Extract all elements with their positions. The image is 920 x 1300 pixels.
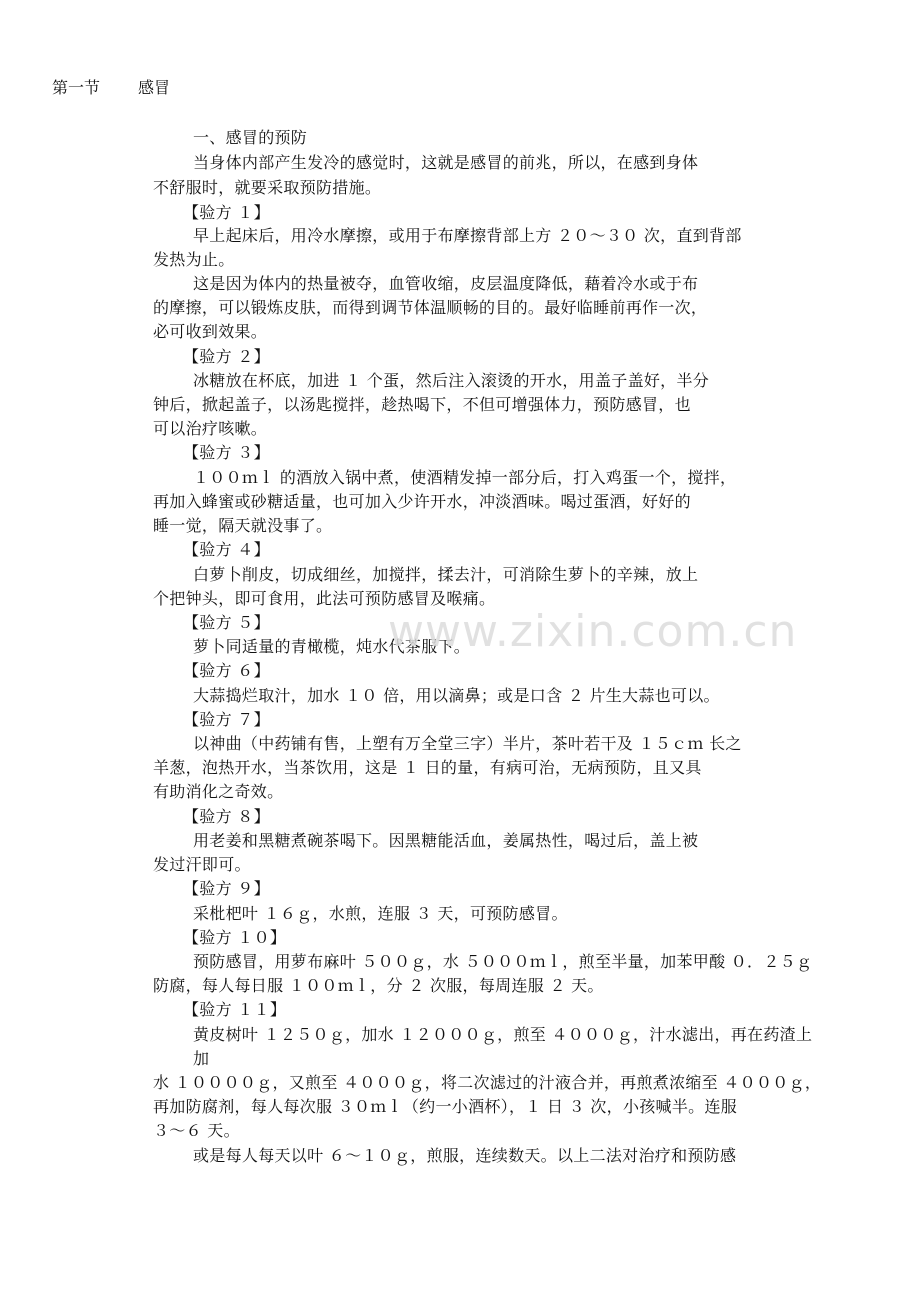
text-line: 大蒜捣烂取汁，加水 １０ 倍，用以滴鼻；或是口含 ２ 片生大蒜也可以。	[193, 686, 720, 705]
text-line: 萝卜同适量的青橄榄，炖水代茶服下。	[193, 637, 471, 656]
recipe-label: 【验方 ９】	[183, 879, 270, 898]
recipe-label: 【验方 ４】	[183, 540, 270, 559]
recipe-label: 【验方 ３】	[183, 443, 270, 462]
heading: 一、感冒的预防	[193, 128, 308, 147]
recipe-label: 【验方 ７】	[183, 710, 270, 729]
text-line: 加	[193, 1049, 210, 1068]
text-line: 个把钟头，即可食用，此法可预防感冒及喉痛。	[153, 589, 496, 608]
text-line: 的摩擦，可以锻炼皮肤，而得到调节体温顺畅的目的。最好临睡前再作一次，	[153, 298, 708, 317]
section-header	[52, 78, 170, 98]
recipe-label: 【验方 ５】	[183, 613, 270, 632]
text-line: 有助消化之奇效。	[153, 782, 284, 801]
text-line: 采枇杷叶 １６ｇ，水煎，连服 ３ 天，可预防感冒。	[193, 904, 568, 923]
text-line: 冰糖放在杯底，加进 １ 个蛋，然后注入滚烫的开水，用盖子盖好，半分	[193, 371, 710, 390]
text-line: 发过汗即可。	[153, 855, 251, 874]
text-line: 睡一觉，隔天就没事了。	[153, 516, 333, 535]
text-line: 白萝卜削皮，切成细丝，加搅拌，揉去汁，可消除生萝卜的辛辣，放上	[193, 565, 699, 584]
text-line: 或是每人每天以叶 ６～１０ｇ，煎服，连续数天。以上二法对治疗和预防感	[193, 1146, 737, 1165]
text-line: 预防感冒，用萝布麻叶 ５００ｇ，水 ５０００ｍｌ，煎至半量，加苯甲酸 ０．２５ｇ	[193, 952, 813, 971]
text-line: ３～６ 天。	[153, 1121, 240, 1140]
section-title: 感冒	[138, 78, 171, 97]
recipe-label: 【验方 １】	[183, 203, 270, 222]
recipe-label: 【验方 ２】	[183, 347, 270, 366]
recipe-label: 【验方 ６】	[183, 661, 270, 680]
text-line: 钟后，掀起盖子，以汤匙搅拌，趁热喝下，不但可增强体力，预防感冒，也	[153, 395, 691, 414]
watermark: www.zixin.com.cn	[388, 606, 798, 657]
text-line: 这是因为体内的热量被夺，血管收缩，皮层温度降低，藉着冷水或于布	[193, 274, 699, 293]
recipe-label: 【验方 ８】	[183, 807, 270, 826]
text-line: 不舒服时，就要采取预防措施。	[153, 178, 382, 197]
text-line: 用老姜和黑糖煮碗茶喝下。因黑糖能活血，姜属热性，喝过后，盖上被	[193, 831, 699, 850]
text-line: 必可收到效果。	[153, 322, 268, 341]
recipe-label: 【验方 １１】	[183, 1000, 287, 1019]
text-line: １００ｍｌ 的酒放入锅中煮，使酒精发掉一部分后，打入鸡蛋一个，搅拌，	[193, 468, 737, 487]
text-line: 黄皮树叶 １２５０ｇ，加水 １２０００ｇ，煎至 ４０００ｇ，汁水滤出，再在药渣上	[193, 1025, 813, 1044]
text-line: 发热为止。	[153, 250, 235, 269]
text-line: 当身体内部产生发冷的感觉时，这就是感冒的前兆，所以，在感到身体	[193, 153, 699, 172]
text-line: 再加防腐剂，每人每次服 ３０ｍｌ（约一小酒杯），１ 日 ３ 次，小孩喊半。连服	[153, 1097, 738, 1116]
recipe-label: 【验方 １０】	[183, 928, 287, 947]
section-number: 第一节	[52, 78, 101, 97]
text-line: 早上起床后，用冷水摩擦，或用于布摩擦背部上方 ２０～３０ 次，直到背部	[193, 226, 742, 245]
text-line: 再加入蜂蜜或砂糖适量，也可加入少许开水，冲淡酒味。喝过蛋酒，好好的	[153, 492, 691, 511]
text-line: 以神曲（中药铺有售，上塑有万全堂三字）半片，茶叶若干及 １５ｃｍ 长之	[193, 734, 742, 753]
text-line: 防腐，每人每日服 １００ｍｌ，分 ２ 次服，每周连服 ２ 天。	[153, 976, 604, 995]
text-line: 可以治疗咳嗽。	[153, 419, 268, 438]
text-line: 羊葱，泡热开水，当茶饮用，这是 １ 日的量，有病可治，无病预防，且又具	[153, 758, 702, 777]
text-line: 水 １００００ｇ，又煎至 ４０００ｇ，将二次滤过的汁液合并，再煎煮浓缩至 ４０００ｇ，	[153, 1073, 822, 1092]
